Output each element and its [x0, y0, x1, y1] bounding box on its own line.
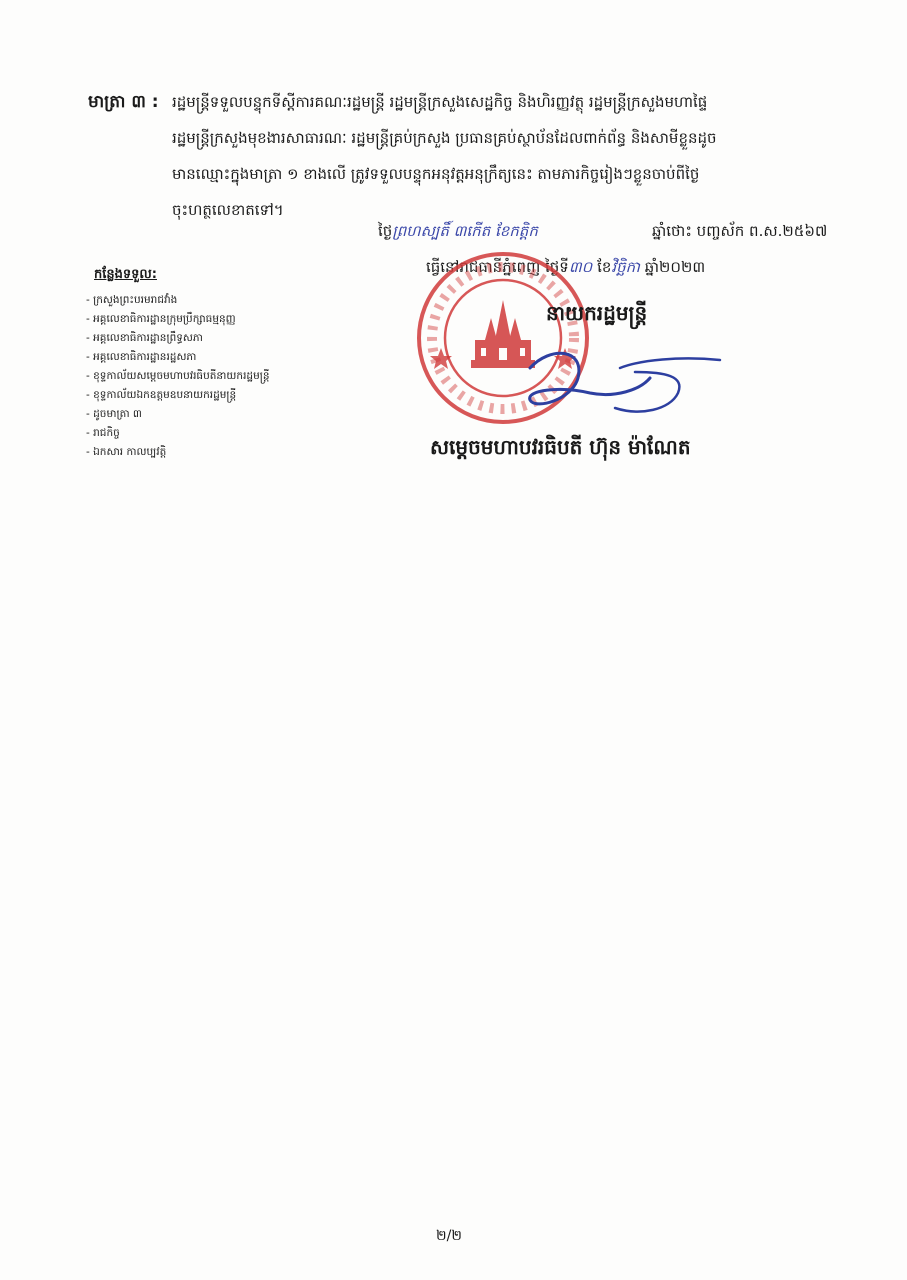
- article-label: មាត្រា ៣ :: [88, 92, 159, 112]
- recipient-item: - រាជកិច្ច: [86, 427, 120, 439]
- signer-name: សម្តេចមហាបវរធិបតី ហ៊ុន ម៉ាណែត: [430, 435, 691, 459]
- page-number: ២/២: [436, 1228, 462, 1244]
- solar-day-handwritten: ៣០: [568, 258, 593, 276]
- recipient-item: - ខុទ្ទកាល័យសម្តេចមហាបវរធិបតីនាយករដ្ឋមន្ត្រី: [86, 370, 270, 382]
- lunar-date: [378, 222, 538, 244]
- article-text-line: រដ្ឋមន្ត្រីក្រសួងមុខងារសាធារណៈ រដ្ឋមន្ត្រីគ្រប់ក្រសួង ប្រធានគ្រប់ស្ថាប័នដែលពាក់ព័ន្ធ និងសាមីខ្លួនដូច: [172, 129, 717, 147]
- handwritten-signature: [490, 338, 730, 428]
- recipient-item: - ក្រសួងព្រះបរមរាជវាំង: [86, 294, 178, 306]
- buddhist-year: ឆ្នាំថោះ បញ្ចស័ក ព.ស.២៥៦៧: [652, 222, 828, 240]
- solar-date-prefix: ធ្វើនៅរាជធានីភ្នំពេញ ថ្ងៃទី: [426, 258, 569, 276]
- recipient-item: - អគ្គលេខាធិការដ្ឋានរដ្ឋសភា: [86, 351, 197, 363]
- recipient-item: - អគ្គលេខាធិការដ្ឋានក្រុមប្រឹក្សាធម្មនុញ្ញ: [86, 313, 236, 325]
- solar-month-prefix: ខែ: [597, 258, 612, 276]
- recipients-list: [86, 266, 386, 462]
- article-text-line: ចុះហត្ថលេខាតទៅ។: [172, 201, 284, 219]
- solar-year: ឆ្នាំ២០២៣: [644, 258, 706, 276]
- lunar-date-handwritten: ព្រហស្បតិ៍ ៣កើត ខែកត្តិក: [392, 222, 538, 240]
- article-text-line: មានឈ្មោះក្នុងមាត្រា ១ ខាងលើ ត្រូវទទួលបន្ទុកអនុវត្តអនុក្រឹត្យនេះ តាមភារកិច្ចរៀងៗខ្លួនចាប់ពីថ្ងៃ: [172, 165, 700, 183]
- article-text-line: រដ្ឋមន្ត្រីទទួលបន្ទុកទីស្តីការគណៈរដ្ឋមន្ត្រី រដ្ឋមន្ត្រីក្រសួងសេដ្ឋកិច្ច និងហិរញ្ញវត្ថុ រដ្ឋមន្ត្រីក្រសួងមហាផ្ទៃ: [172, 93, 708, 111]
- recipient-item: - ខុទ្ទកាល័យឯកឧត្តមឧបនាយករដ្ឋមន្ត្រី: [86, 389, 237, 401]
- recipient-item: - អគ្គលេខាធិការដ្ឋានព្រឹទ្ធសភា: [86, 332, 203, 344]
- recipient-item: - ឯកសារ កាលប្បវត្តិ: [86, 446, 167, 458]
- recipients-title: កន្លែងទទួល:: [94, 267, 157, 282]
- signer-title: នាយករដ្ឋមន្ត្រី: [546, 301, 648, 325]
- recipient-item: - ដូចមាត្រា ៣: [86, 408, 142, 420]
- solar-month-handwritten: វិច្ឆិកា: [611, 258, 640, 276]
- lunar-date-prefix: ថ្ងៃ: [378, 222, 393, 240]
